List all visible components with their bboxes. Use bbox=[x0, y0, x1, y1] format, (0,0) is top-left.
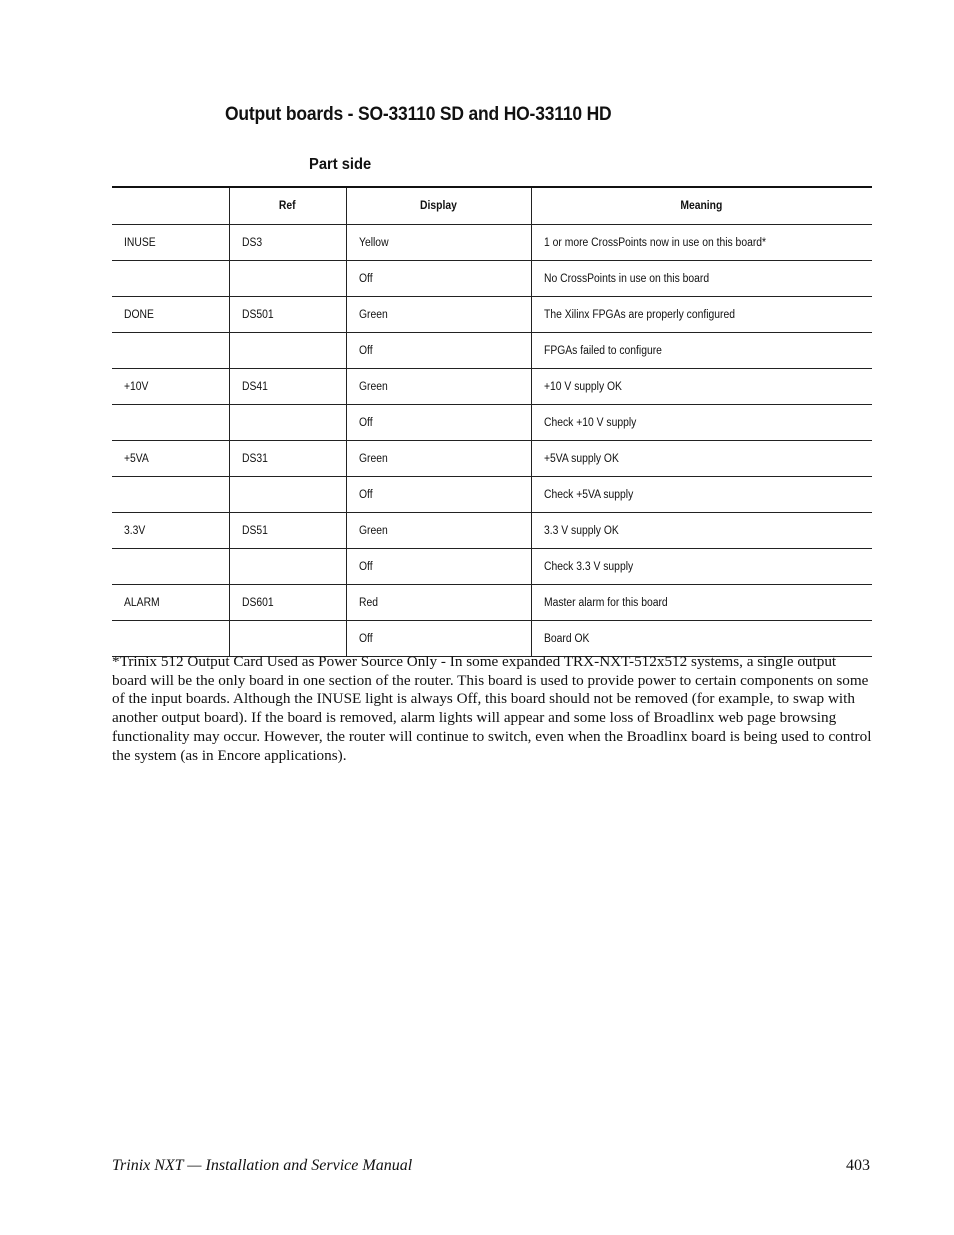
ref-cell bbox=[229, 549, 346, 585]
ref-cell: DS501 bbox=[229, 297, 346, 333]
display-cell: Off bbox=[346, 333, 531, 369]
display-cell: Green bbox=[346, 297, 531, 333]
meaning-cell: 3.3 V supply OK bbox=[531, 513, 872, 549]
table-row bbox=[112, 513, 872, 549]
table-caption: Part side bbox=[309, 156, 372, 173]
led-name-cell bbox=[112, 261, 229, 297]
ref-cell: DS601 bbox=[229, 585, 346, 621]
table-row bbox=[112, 441, 872, 477]
table-row bbox=[112, 369, 872, 405]
table-row bbox=[112, 405, 872, 441]
ref-cell: DS41 bbox=[229, 369, 346, 405]
meaning-cell: FPGAs failed to configure bbox=[531, 333, 872, 369]
ref-cell: DS51 bbox=[229, 513, 346, 549]
meaning-cell: Check +5VA supply bbox=[531, 477, 872, 513]
meaning-cell: 1 or more CrossPoints now in use on this board* bbox=[531, 225, 872, 261]
table-header-row bbox=[112, 187, 872, 225]
led-name-cell: +10V bbox=[112, 369, 229, 405]
display-cell: Off bbox=[346, 621, 531, 657]
ref-cell bbox=[229, 477, 346, 513]
display-cell: Off bbox=[346, 405, 531, 441]
section-title: Output boards - SO-33110 SD and HO-33110 HD bbox=[225, 104, 612, 125]
ref-cell bbox=[229, 261, 346, 297]
table-row bbox=[112, 261, 872, 297]
meaning-cell: +10 V supply OK bbox=[531, 369, 872, 405]
column-header-led bbox=[112, 187, 229, 225]
page-number: 403 bbox=[846, 1157, 870, 1174]
ref-cell bbox=[229, 621, 346, 657]
display-cell: Off bbox=[346, 477, 531, 513]
led-name-cell: ALARM bbox=[112, 585, 229, 621]
table-row bbox=[112, 225, 872, 261]
table-row bbox=[112, 477, 872, 513]
display-cell: Off bbox=[346, 549, 531, 585]
table-row bbox=[112, 297, 872, 333]
ref-cell bbox=[229, 405, 346, 441]
ref-cell: DS31 bbox=[229, 441, 346, 477]
led-name-cell: DONE bbox=[112, 297, 229, 333]
led-name-cell bbox=[112, 549, 229, 585]
ref-cell bbox=[229, 333, 346, 369]
meaning-cell: No CrossPoints in use on this board bbox=[531, 261, 872, 297]
table-row bbox=[112, 333, 872, 369]
meaning-cell: The Xilinx FPGAs are properly configured bbox=[531, 297, 872, 333]
led-name-cell: 3.3V bbox=[112, 513, 229, 549]
meaning-cell: +5VA supply OK bbox=[531, 441, 872, 477]
meaning-cell: Master alarm for this board bbox=[531, 585, 872, 621]
column-header-display: Display bbox=[346, 187, 531, 225]
display-cell: Green bbox=[346, 513, 531, 549]
display-cell: Green bbox=[346, 441, 531, 477]
table-row bbox=[112, 621, 872, 657]
column-header-ref: Ref bbox=[229, 187, 346, 225]
led-name-cell: INUSE bbox=[112, 225, 229, 261]
meaning-cell: Check +10 V supply bbox=[531, 405, 872, 441]
ref-cell: DS3 bbox=[229, 225, 346, 261]
table-row bbox=[112, 549, 872, 585]
column-header-meaning: Meaning bbox=[531, 187, 872, 225]
meaning-cell: Board OK bbox=[531, 621, 872, 657]
footnote: *Trinix 512 Output Card Used as Power Source Only - In some expanded TRX-NXT-512x512 systems, a single output board will be the only board in one section of the router. This board is used to provide power to certain components on some of the input boards. Although the INUSE light is always Off, this board should not be removed (for example, to swap with another output board). If the board is removed, alarm lights will appear and some loss of Broadlinx web page browsing functionality may occur. However, the router will continue to switch, even when the Broadlinx board is being used to control the system (as in Encore applications). bbox=[112, 653, 872, 764]
display-cell: Off bbox=[346, 261, 531, 297]
led-name-cell bbox=[112, 621, 229, 657]
meaning-cell: Check 3.3 V supply bbox=[531, 549, 872, 585]
display-cell: Red bbox=[346, 585, 531, 621]
led-name-cell bbox=[112, 405, 229, 441]
display-cell: Yellow bbox=[346, 225, 531, 261]
led-name-cell bbox=[112, 333, 229, 369]
led-name-cell bbox=[112, 477, 229, 513]
display-cell: Green bbox=[346, 369, 531, 405]
led-table bbox=[112, 186, 872, 657]
led-name-cell: +5VA bbox=[112, 441, 229, 477]
footer-manual-title: Trinix NXT — Installation and Service Manual bbox=[112, 1157, 413, 1174]
table-row bbox=[112, 585, 872, 621]
